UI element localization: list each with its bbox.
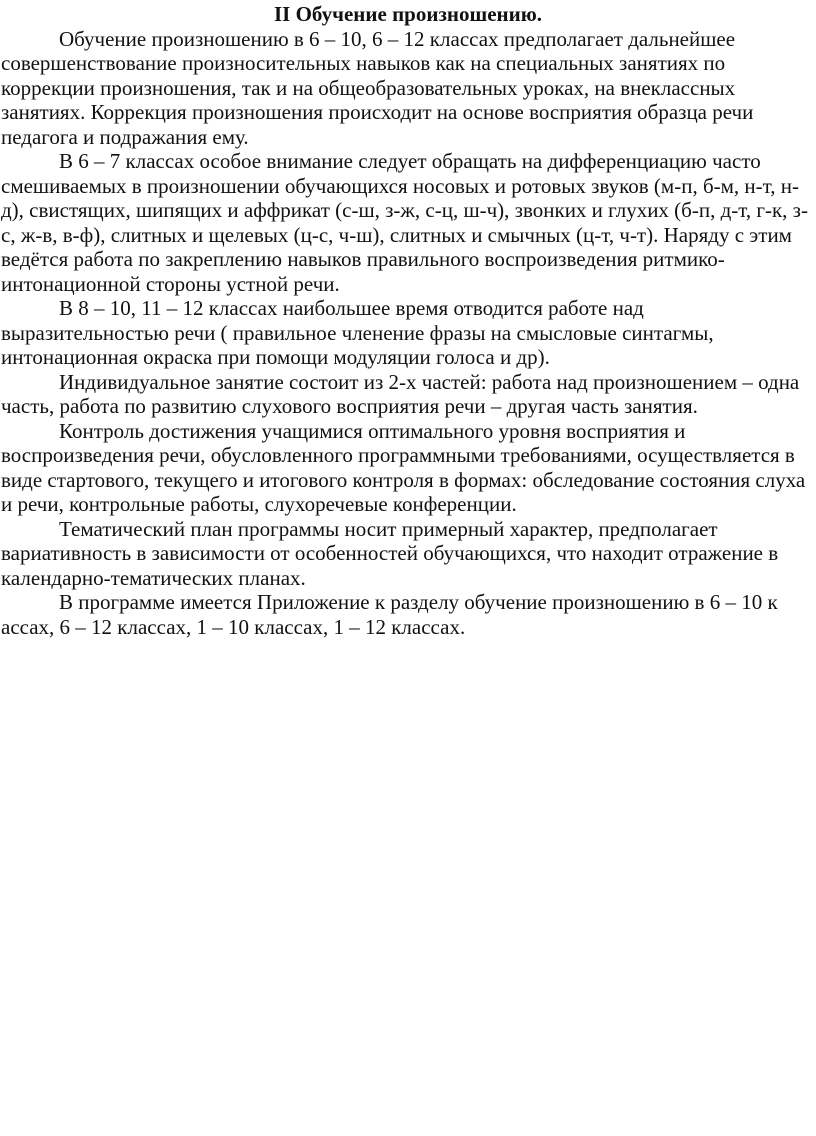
paragraph-grades-6-7: В 6 – 7 классах особое внимание следует обращать на дифференциацию часто смешиваемых в произношении обучающихся носовых и ротовых звуков (м-п, б-м, н-т, н-д), свистящих, шипящих и аффрикат (с-ш, з-ж, с-ц, ш-ч), звонких и глухих (б-п, д-т, г-к, з-с, ж-в, в-ф), слитных и щелевых (ц-с, ч-ш), слитных и смычных (ц-т, ч-т). Наряду с этим ведётся работа по закреплению навыков правильного воспроизведения ритмико-интонационной стороны устной речи. <box>1 149 808 296</box>
paragraph-thematic-plan: Тематический план программы носит примерный характер, предполагает вариативность в зависимости от особенностей обучающихся, что находит отражение в календарно-тематических планах. <box>1 516 779 590</box>
paragraph-grades-8-12: В 8 – 10, 11 – 12 классах наибольшее время отводится работе над выразительностью речи ( правильное членение фразы на смысловые синтагмы, интонационная окраска при помощи модуляции голоса и др). <box>1 296 714 369</box>
section-heading: II Обучение произношению. <box>274 2 543 26</box>
document-body <box>1 2 813 639</box>
paragraph-control: Контроль достижения учащимися оптимального уровня восприятия и воспроизведения речи, обусловленного программными требованиями, осуществляется в виде стартового, текущего и итогового контроля в формах: обследование состояния слуха и речи, контрольные работы, слухоречевые конференции. <box>1 418 806 516</box>
paragraph-appendix: В программе имеется Приложение к разделу обучение произношению в 6 – 10 к ассах, 6 – 12 классах, 1 – 10 классах, 1 – 12 классах. <box>1 590 778 639</box>
paragraph-individual-lesson: Индивидуальное занятие состоит из 2-х частей: работа над произношением – одна часть, работа по развитию слухового восприятия речи – другая часть занятия. <box>1 369 800 418</box>
paragraph-pronunciation-intro: Обучение произношению в 6 – 10, 6 – 12 классах предполагает дальнейшее совершенствование произносительных навыков как на специальных занятиях по коррекции произношения, так и на общеобразовательных уроках, на внеклассных занятиях. Коррекция произношения происходит на основе восприятия образца речи педагога и подражания ему. <box>1 26 754 149</box>
